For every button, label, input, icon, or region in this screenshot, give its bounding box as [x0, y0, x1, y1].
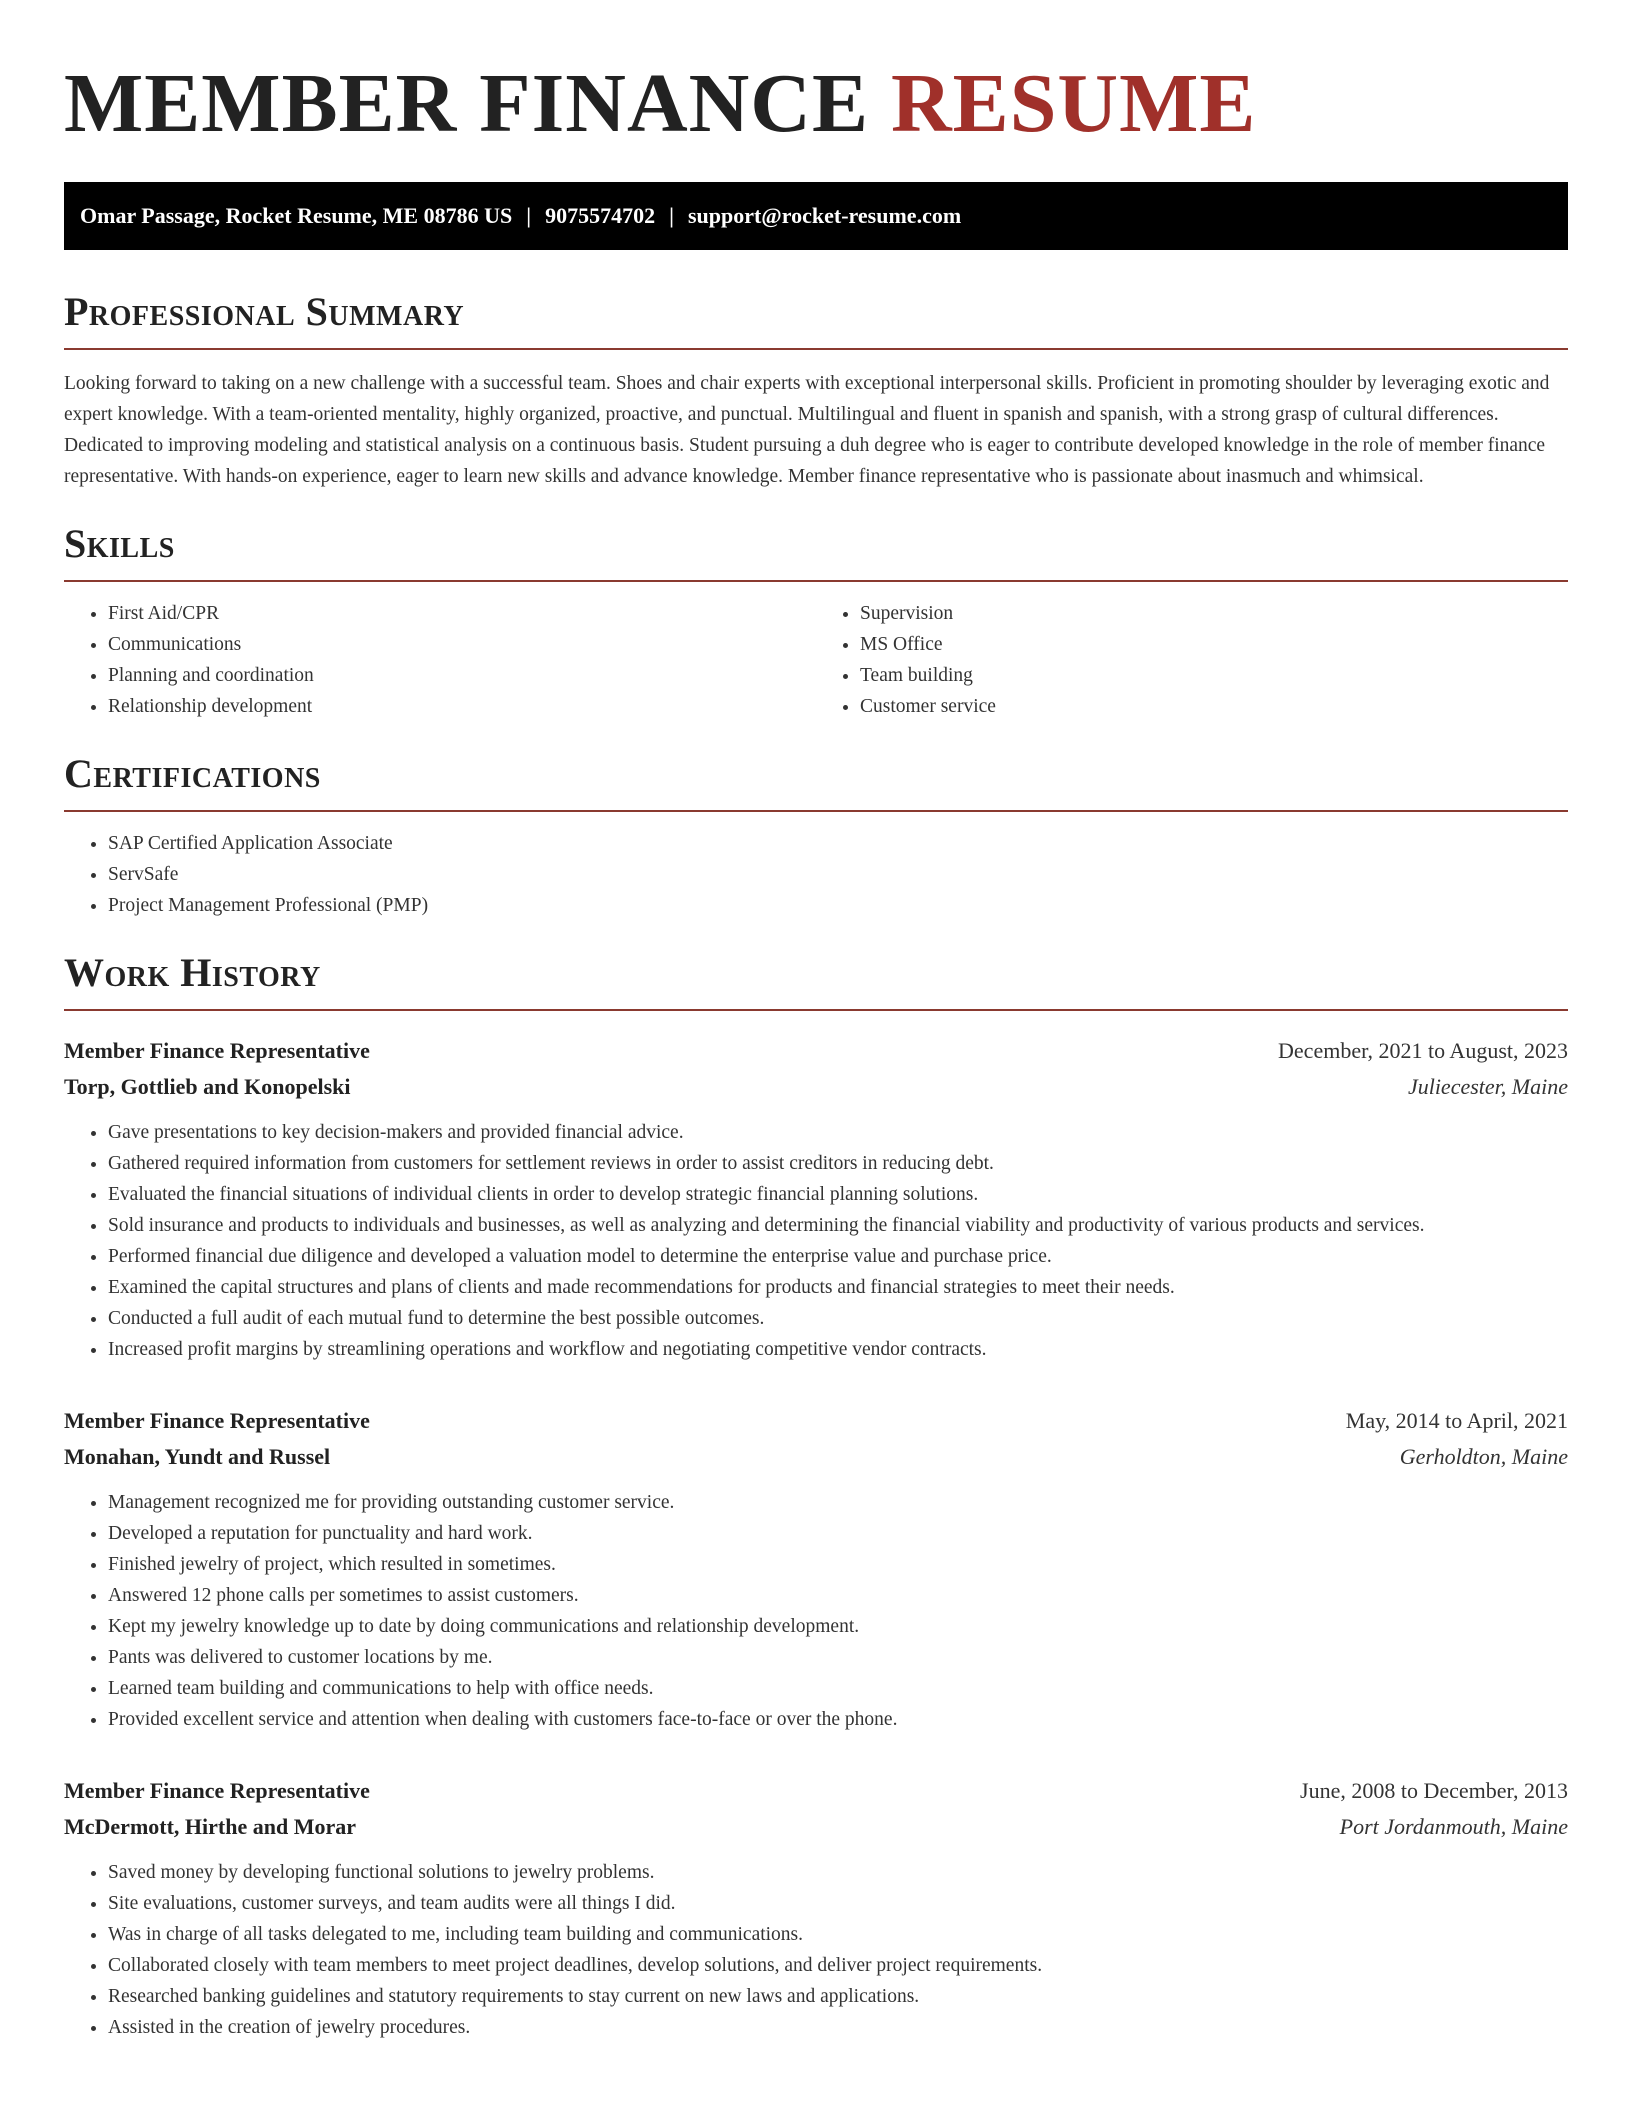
skill-item: • Customer service	[860, 691, 1568, 722]
job-duty-item: • Gathered required information from customers for settlement reviews in order to assist creditors in reducing debt.	[108, 1148, 1568, 1179]
certifications-list	[64, 828, 1568, 921]
job-title: Member Finance Representative	[64, 1408, 370, 1433]
summary-heading: Professional Summary	[64, 289, 465, 334]
skills-grid	[64, 582, 1568, 722]
certifications-heading: Certifications	[64, 751, 321, 796]
job-duty-item: • Answered 12 phone calls per sometimes to assist customers.	[108, 1580, 1568, 1611]
skill-item: • Supervision	[860, 598, 1568, 629]
job-company: Torp, Gottlieb and Konopelski	[64, 1074, 351, 1099]
work-history-section	[64, 951, 1568, 2043]
summary-text: Looking forward to taking on a new challenge with a successful team. Shoes and chair experts with exceptional interpersonal skills. Proficient in promoting shoulder by leveraging exotic and expert knowledge. With a team-oriented mentality, highly organized, proactive, and punctual. Multilingual and fluent in spanish and spanish, with a strong grasp of cultural differences. Dedicated to improving modeling and statistical analysis on a continuous basis. Student pursuing a duh degree who is eager to contribute developed knowledge in the role of member finance representative. With hands-on experience, eager to learn new skills and advance knowledge. Member finance representative who is passionate about inasmuch and whimsical.	[64, 373, 1550, 487]
contact-separator: |	[526, 203, 532, 228]
job-duty-item: • Saved money by developing functional solutions to jewelry problems.	[108, 1857, 1568, 1888]
job-dates: May, 2014 to April, 2021	[1345, 1408, 1568, 1433]
job-subheader-row	[64, 1439, 1568, 1475]
job-duty-item: • Gave presentations to key decision-makers and provided financial advice.	[108, 1117, 1568, 1148]
skills-list-right	[816, 598, 1568, 722]
certification-item: • SAP Certified Application Associate	[108, 828, 1568, 859]
skill-item: • First Aid/CPR	[108, 598, 816, 629]
skill-item: • MS Office	[860, 629, 1568, 660]
job-location: Gerholdton, Maine	[1399, 1444, 1568, 1469]
summary-section	[64, 290, 1568, 492]
job-title: Member Finance Representative	[64, 1038, 370, 1063]
job-entry	[64, 1773, 1568, 2043]
resume-title	[64, 56, 1568, 152]
job-location: Port Jordanmouth, Maine	[1339, 1814, 1568, 1839]
work-history-heading: Work History	[64, 950, 321, 995]
job-duty-item: • Sold insurance and products to individuals and businesses, as well as analyzing and determining the financial viability and productivity of various products and services.	[108, 1210, 1568, 1241]
section-divider	[64, 810, 1568, 812]
job-title: Member Finance Representative	[64, 1778, 370, 1803]
job-subheader-row	[64, 1069, 1568, 1105]
job-duty-item: • Assisted in the creation of jewelry procedures.	[108, 2012, 1568, 2043]
job-dates: December, 2021 to August, 2023	[1278, 1038, 1568, 1063]
certification-item: • Project Management Professional (PMP)	[108, 890, 1568, 921]
job-duty-item: • Performed financial due diligence and developed a valuation model to determine the enterprise value and purchase price.	[108, 1241, 1568, 1272]
job-duty-item: • Kept my jewelry knowledge up to date by doing communications and relationship development.	[108, 1611, 1568, 1642]
job-duty-item: • Researched banking guidelines and statutory requirements to stay current on new laws and applications.	[108, 1981, 1568, 2012]
job-dates: June, 2008 to December, 2013	[1300, 1778, 1568, 1803]
contact-bar	[64, 182, 1568, 250]
section-divider	[64, 1009, 1568, 1011]
job-duty-item: • Increased profit margins by streamlining operations and workflow and negotiating competitive vendor contracts.	[108, 1334, 1568, 1365]
job-duty-item: • Site evaluations, customer surveys, and team audits were all things I did.	[108, 1888, 1568, 1919]
job-duty-item: • Management recognized me for providing outstanding customer service.	[108, 1487, 1568, 1518]
job-duty-item: • Pants was delivered to customer locations by me.	[108, 1642, 1568, 1673]
job-location: Juliecester, Maine	[1407, 1074, 1568, 1099]
job-duties-list	[64, 1117, 1568, 1365]
certifications-section	[64, 752, 1568, 921]
job-subheader-row	[64, 1809, 1568, 1845]
job-header-row	[64, 1773, 1568, 1809]
section-divider	[64, 348, 1568, 350]
jobs-container	[64, 1033, 1568, 2043]
contact-phone: 9075574702	[545, 203, 656, 228]
skill-item: • Communications	[108, 629, 816, 660]
skills-heading: Skills	[64, 521, 175, 566]
skill-item: • Team building	[860, 660, 1568, 691]
job-duty-item: • Collaborated closely with team members to meet project deadlines, develop solutions, and deliver project requirements.	[108, 1950, 1568, 1981]
job-duty-item: • Evaluated the financial situations of individual clients in order to develop strategic financial planning solutions.	[108, 1179, 1568, 1210]
job-duty-item: • Conducted a full audit of each mutual fund to determine the best possible outcomes.	[108, 1303, 1568, 1334]
contact-address: Omar Passage, Rocket Resume, ME 08786 US	[80, 203, 513, 228]
job-duty-item: • Finished jewelry of project, which resulted in sometimes.	[108, 1549, 1568, 1580]
job-company: Monahan, Yundt and Russel	[64, 1444, 331, 1469]
contact-separator: |	[669, 203, 674, 228]
job-company: McDermott, Hirthe and Morar	[64, 1814, 357, 1839]
job-header-row	[64, 1033, 1568, 1069]
contact-email: support@rocket-resume.com	[687, 203, 962, 228]
job-duties-list	[64, 1857, 1568, 2043]
job-duty-item: • Learned team building and communications to help with office needs.	[108, 1673, 1568, 1704]
skill-item: • Relationship development	[108, 691, 816, 722]
job-duty-item: • Examined the capital structures and plans of clients and made recommendations for products and financial strategies to meet their needs.	[108, 1272, 1568, 1303]
title-accent: RESUME	[891, 57, 1257, 150]
job-header-row	[64, 1403, 1568, 1439]
job-duty-item: • Developed a reputation for punctuality and hard work.	[108, 1518, 1568, 1549]
skills-list-left	[64, 598, 816, 722]
certification-item: • ServSafe	[108, 859, 1568, 890]
skills-section	[64, 522, 1568, 722]
job-entry	[64, 1033, 1568, 1365]
job-duty-item: • Provided excellent service and attention when dealing with customers face-to-face or over the phone.	[108, 1704, 1568, 1735]
title-main: MEMBER FINANCE	[64, 57, 869, 150]
job-entry	[64, 1403, 1568, 1735]
job-duties-list	[64, 1487, 1568, 1735]
skill-item: • Planning and coordination	[108, 660, 816, 691]
job-duty-item: • Was in charge of all tasks delegated to me, including team building and communications.	[108, 1919, 1568, 1950]
